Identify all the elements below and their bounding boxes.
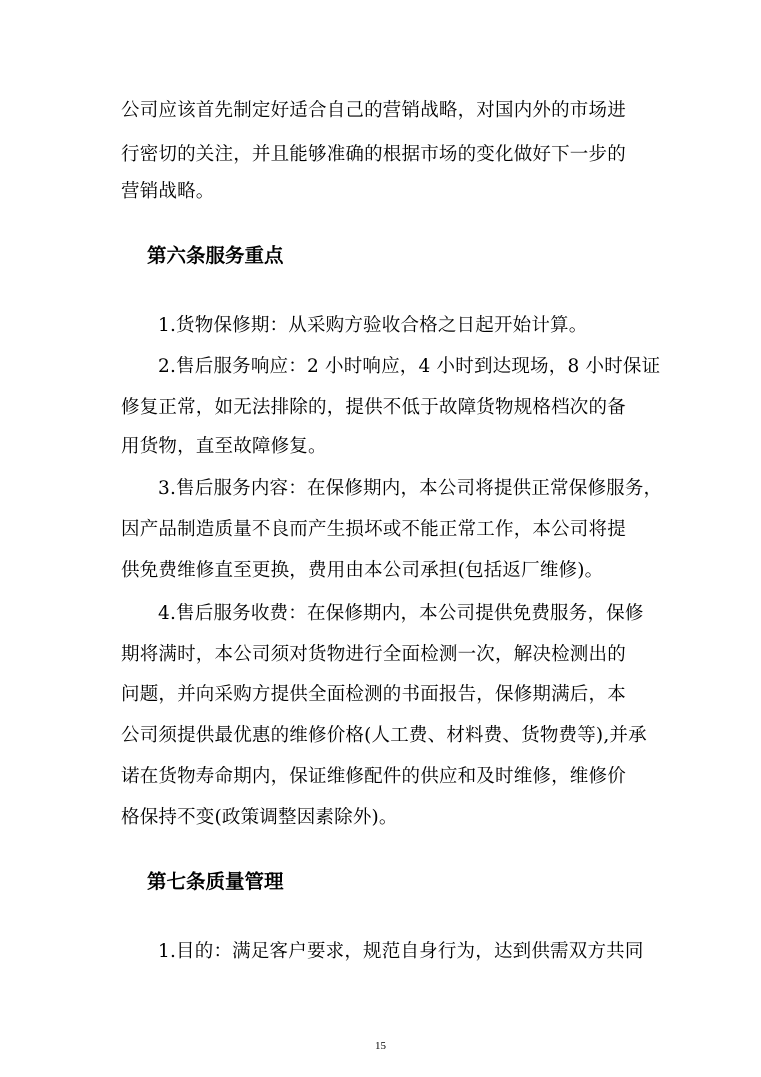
paragraph-line: 公司应该首先制定好适合自己的营销战略，对国内外的市场进 (121, 100, 626, 121)
paragraph-line: 因产品制造质量不良而产生损坏或不能正常工作，本公司将提 (121, 519, 626, 540)
paragraph-line: 修复正常，如无法排除的，提供不低于故障货物规格档次的备 (121, 397, 626, 418)
paragraph-line: 行密切的关注，并且能够准确的根据市场的变化做好下一步的 (121, 144, 626, 165)
paragraph-line: 供免费维修直至更换，费用由本公司承担(包括返厂维修)。 (121, 560, 604, 581)
paragraph-line: 用货物，直至故障修复。 (121, 436, 327, 457)
page-number: 15 (375, 1040, 386, 1052)
paragraph-line: 诺在货物寿命期内，保证维修配件的供应和及时维修，维修价 (121, 766, 626, 787)
paragraph-line: 1.货物保修期：从采购方验收合格之日起开始计算。 (158, 315, 588, 336)
paragraph-line: 2.售后服务响应：2 小时响应，4 小时到达现场，8 小时保证 (158, 356, 661, 377)
paragraph-line: 营销战略。 (121, 181, 215, 202)
section-heading: 第七条质量管理 (147, 870, 284, 893)
paragraph-line: 格保持不变(政策调整因素除外)。 (121, 807, 398, 828)
paragraph-line: 1.目的：满足客户要求，规范自身行为，达到供需双方共同 (158, 941, 644, 962)
paragraph-line: 公司须提供最优惠的维修价格(人工费、材料费、货物费等),并承 (121, 725, 647, 746)
paragraph-line: 期将满时，本公司须对货物进行全面检测一次，解决检测出的 (121, 644, 626, 665)
paragraph-line: 3.售后服务内容：在保修期内，本公司将提供正常保修服务， (158, 478, 663, 499)
paragraph-line: 问题，并向采购方提供全面检测的书面报告，保修期满后，本 (121, 684, 626, 705)
paragraph-line: 4.售后服务收费：在保修期内，本公司提供免费服务，保修 (158, 603, 644, 624)
section-heading: 第六条服务重点 (147, 244, 284, 267)
